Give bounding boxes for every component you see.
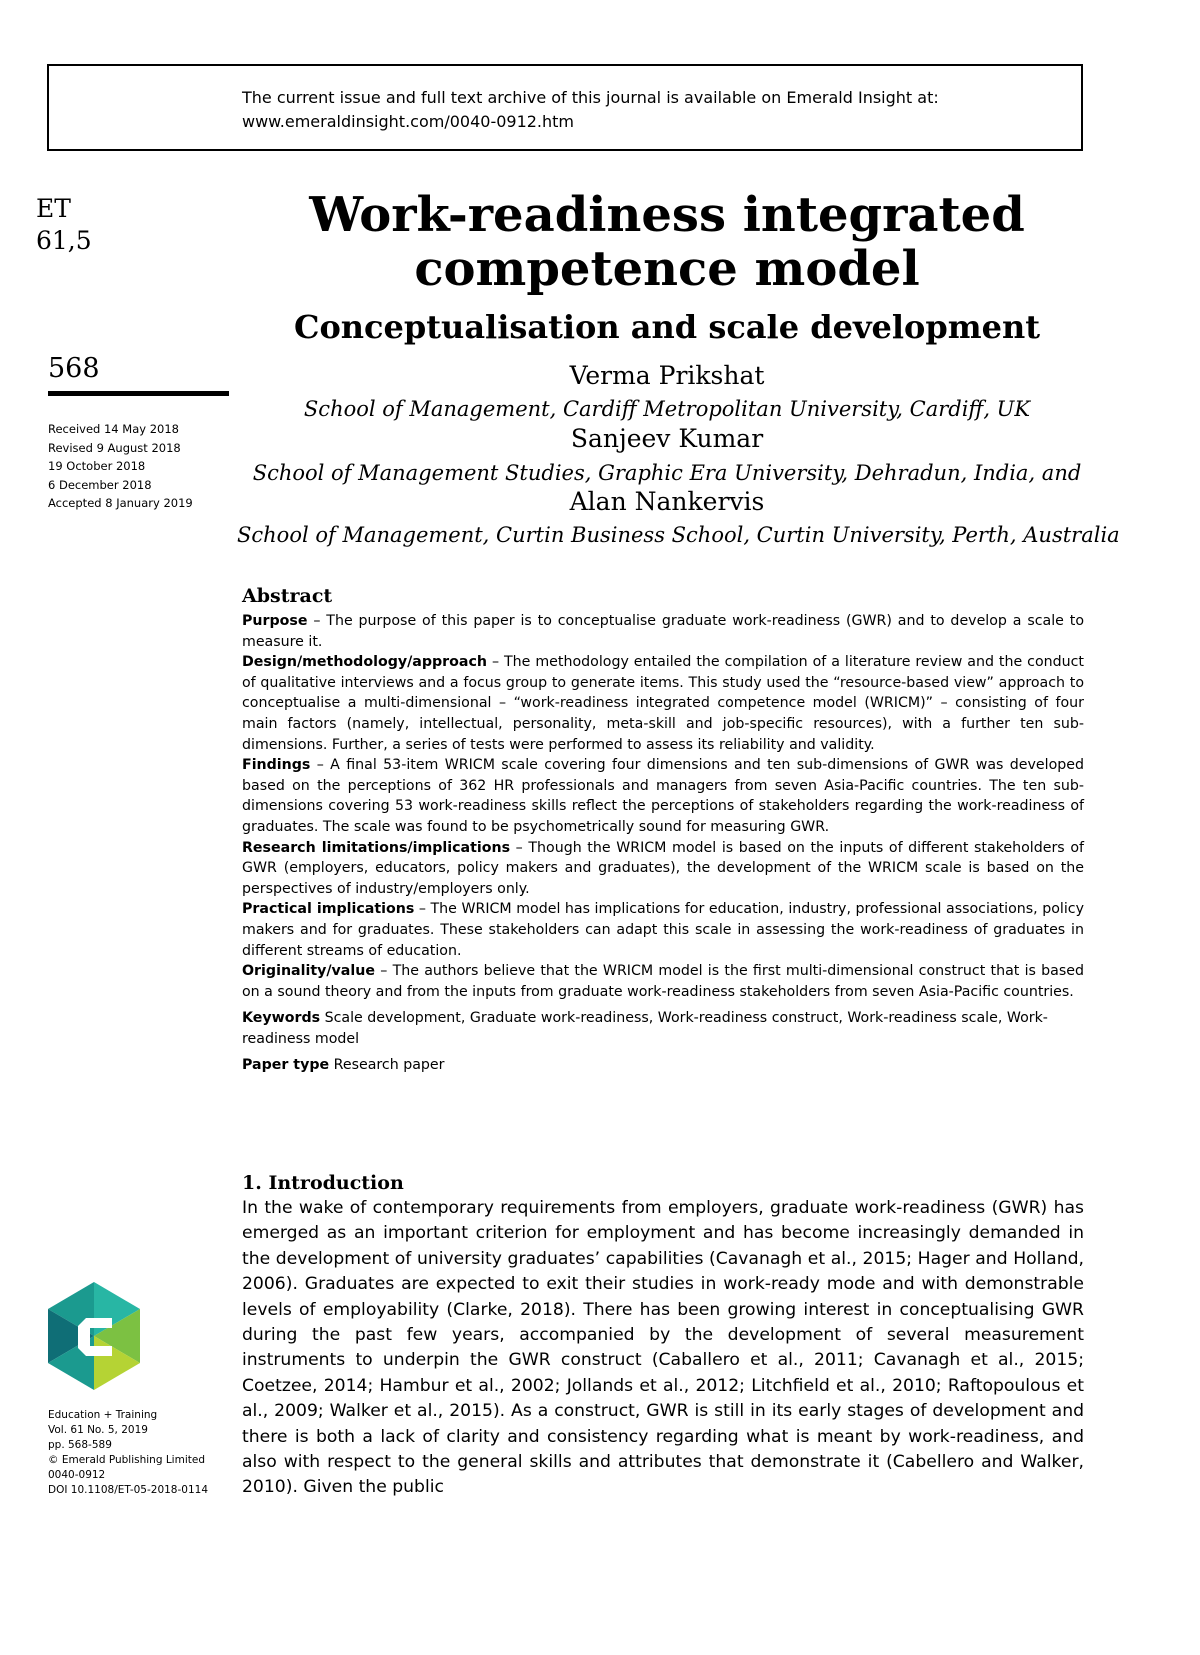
page-number: 568	[48, 353, 100, 384]
abstract-originality	[242, 961, 1084, 1002]
revised-date: Revised 9 August 2018	[48, 440, 181, 455]
journal-name: Education + Training	[48, 1409, 158, 1421]
revised-date: 19 October 2018	[48, 459, 146, 473]
author-name: Alan Nankervis	[569, 487, 765, 516]
abstract-label: Design/methodology/approach	[242, 654, 487, 671]
emerald-logo-icon	[46, 1282, 142, 1390]
introduction-section	[242, 1172, 1084, 1501]
abstract-text: – The WRICM model has implications for education, industry, professional associations, policy makers and for graduates. These stakeholders can adapt this scale in assessing the work-readiness of graduates in different streams of education.	[242, 901, 1084, 959]
abstract-design	[242, 652, 1084, 755]
issn: 0040-0912	[48, 1469, 106, 1481]
publisher: © Emerald Publishing Limited	[48, 1454, 205, 1466]
abstract-label: Originality/value	[242, 963, 375, 980]
accepted-date: Accepted 8 January 2019	[48, 496, 193, 510]
author-affiliation: School of Management, Curtin Business School, Curtin University, Perth, Australia	[237, 523, 1120, 547]
abstract-limitations	[242, 838, 1084, 900]
abstract-text: – The purpose of this paper is to conceptualise graduate work-readiness (GWR) and to develop a scale to measure it.	[242, 613, 1084, 650]
abstract-findings	[242, 755, 1084, 837]
abstract	[242, 585, 1084, 1076]
paper-type	[242, 1055, 1084, 1076]
abstract-label: Research limitations/implications	[242, 839, 511, 856]
abstract-text: – The methodology entailed the compilation of a literature review and the conduct of qualitative interviews and a focus group to generate items. This study used the “resource-based view” approach to conceptualise a multi-dimensional – “work-readiness integrated competence model (WRICM)” – consisting of four main factors (namely, intellectual, personality, meta-skill and job-specific resources), with a further ten sub-dimensions. Further, a series of tests were performed to assess its reliability and validity.	[242, 654, 1084, 753]
notice-text: The current issue and full text archive of this journal is available on Emerald Insight at:	[242, 88, 939, 107]
volume-issue: 61,5	[36, 226, 92, 255]
title-line: Work-readiness integrated	[309, 187, 1025, 243]
paper-type-text: Research paper	[329, 1057, 445, 1074]
author-name: Verma Prikshat	[569, 361, 765, 390]
revised-date: 6 December 2018	[48, 477, 152, 492]
abstract-text: – Though the WRICM model is based on the inputs of different stakeholders of GWR (employers, educators, policy makers and graduates), the development of the WRICM scale is based on the perspectives of industry/employers only.	[242, 839, 1084, 897]
author-name: Sanjeev Kumar	[570, 424, 764, 453]
introduction-body: In the wake of contemporary requirements from employers, graduate work-readiness (GWR) has emerged as an important criterion for employment and has become increasingly demanded in the development of university graduates’ capabilities (Cavanagh et al., 2015; Hager and Holland, 2006). Graduates are expected to exit their studies in work-ready mode and with demonstrable levels of employability (Clarke, 2018). There has been growing interest in conceptualising GWR during the past few years, accompanied by the development of several measurement instruments to underpin the GWR construct (Caballero et al., 2011; Cavanagh et al., 2015; Coetzee, 2014; Hambur et al., 2002; Jollands et al., 2012; Litchfield et al., 2010; Raftopoulous et al., 2009; Walker et al., 2015). As a construct, GWR is still in its early stages of development and there is both a lack of clarity and consistency regarding what is meant by work-readiness, and also with respect to the general skills and attributes that demonstrate it (Cabellero and Walker, 2010). Given the public	[242, 1198, 1084, 1498]
keywords	[242, 1008, 1084, 1049]
article-title	[237, 188, 1097, 296]
journal-code	[36, 193, 92, 257]
abstract-purpose	[242, 611, 1084, 652]
article-subtitle: Conceptualisation and scale development	[293, 308, 1041, 346]
abstract-practical	[242, 899, 1084, 961]
author-affiliation: School of Management Studies, Graphic Era University, Dehradun, India, and	[252, 461, 1082, 485]
journal-volume: Vol. 61 No. 5, 2019	[48, 1424, 148, 1436]
received-dates	[48, 420, 193, 513]
paper-type-label: Paper type	[242, 1057, 330, 1074]
journal-notice-box	[47, 64, 1083, 151]
abstract-text: – The authors believe that the WRICM model is the first multi-dimensional construct that is based on a sound theory and from the inputs from graduate work-readiness stakeholders from seven Asia-Pacific countries.	[242, 963, 1084, 1000]
journal-pages: pp. 568-589	[48, 1439, 112, 1451]
page-number-rule	[48, 391, 229, 396]
abstract-text: – A final 53-item WRICM scale covering four dimensions and ten sub-dimensions of GWR was developed based on the perceptions of 362 HR professionals and managers from seven Asia-Pacific countries. The ten sub-dimensions covering 53 work-readiness skills reflect the perceptions of stakeholders regarding the work-readiness of graduates. The scale was found to be psychometrically sound for measuring GWR.	[242, 757, 1084, 835]
title-line: competence model	[414, 241, 920, 297]
author-affiliation: School of Management, Cardiff Metropolitan University, Cardiff, UK	[303, 397, 1031, 421]
notice-url-link[interactable]: www.emeraldinsight.com/0040-0912.htm	[242, 112, 575, 131]
abstract-heading: Abstract	[242, 585, 333, 607]
emerald-logo-icon	[46, 1282, 142, 1390]
keywords-label: Keywords	[242, 1010, 321, 1027]
received-date: Received 14 May 2018	[48, 422, 179, 436]
abstract-label: Practical implications	[242, 901, 415, 918]
doi[interactable]: DOI 10.1108/ET-05-2018-0114	[48, 1484, 208, 1496]
section-heading: 1. Introduction	[242, 1172, 404, 1194]
journal-info	[48, 1408, 208, 1498]
abstract-label: Findings	[242, 757, 311, 774]
journal-abbrev: ET	[36, 194, 71, 223]
abstract-label: Purpose	[242, 613, 308, 629]
keywords-text: Scale development, Graduate work-readiness, Work-readiness construct, Work-readiness scale, Work-readiness model	[242, 1010, 1048, 1047]
